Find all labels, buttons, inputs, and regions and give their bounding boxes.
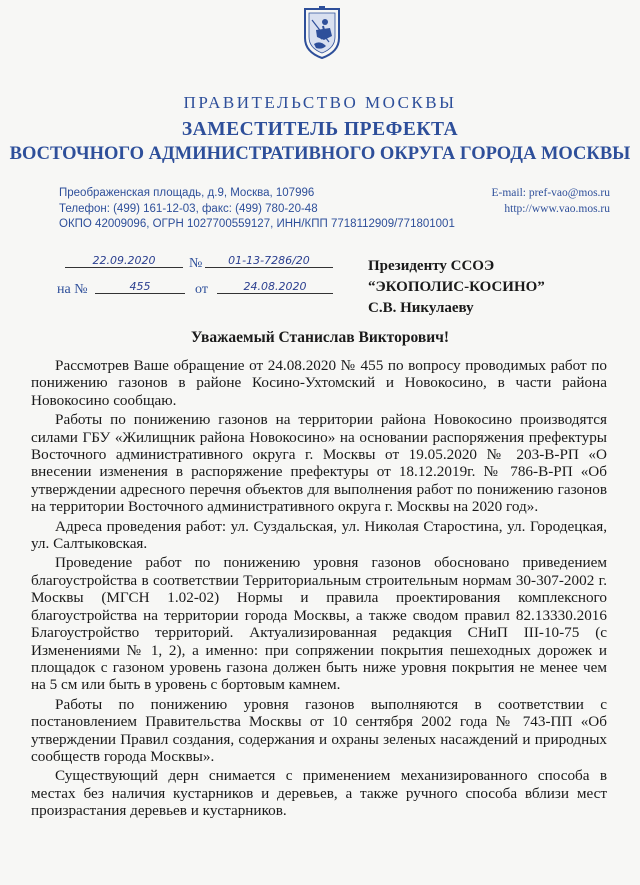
district-title: ВОСТОЧНОГО АДМИНИСТРАТИВНОГО ОКРУГА ГОРОДА МОСКВЫ — [9, 144, 631, 164]
paragraph: Адреса проведения работ: ул. Суздальская, ул. Николая Старостина, ул. Городецкая, ул. Салтыковская. — [31, 517, 607, 553]
position-title: ЗАМЕСТИТЕЛЬ ПРЕФЕКТА — [181, 119, 459, 140]
paragraph: Существующий дерн снимается с применением механизированного способа в местах без наличия кустарников и деревьев, а также ручного способа вблизи мест произрастания деревьев и кустарников. — [31, 767, 607, 820]
government-title: ПРАВИТЕЛЬСТВО МОСКВЫ — [183, 93, 457, 112]
registry-line: ОКПО 42009096, ОГРН 1027700559127, ИНН/КПП 7718112909/771801001 — [59, 218, 455, 230]
registration-block — [55, 254, 345, 306]
reference-date: 24.08.2020 — [217, 280, 333, 294]
paragraph: Работы по понижению уровня газонов выполняются в соответствии с постановлением Правительства Москвы от 10 сентября 2002 года № 743-ПП «Об утверждении Правил создания, содержания и охраны зеленых насаждений и природных сообществ города Москвы». — [31, 695, 607, 765]
outgoing-number: 01-13-7286/20 — [205, 254, 333, 268]
letter-body — [31, 357, 607, 822]
reference-label: на № — [57, 282, 88, 297]
addressee-organization: “ЭКОПОЛИС-КОСИНО” — [368, 279, 545, 295]
addressee-block — [368, 256, 628, 319]
reference-date-label: от — [195, 282, 208, 297]
reference-number: 455 — [95, 280, 185, 294]
addressee-name: С.В. Никулаеву — [368, 300, 474, 316]
reference-row — [55, 280, 345, 306]
phone-line: Телефон: (499) 161-12-03, факс: (499) 780-20-48 — [59, 202, 318, 215]
website-link[interactable]: http://www.vao.mos.ru — [504, 202, 610, 215]
paragraph: Проведение работ по понижению уровня газонов обосновано приведением благоустройства в соответствии Территориальным строительным нормам 30-307-2002 г. Москвы (МГСН 1.02-02) Нормы и правила проектирования комплексного благоустройства на территории города Москвы, а также сводом правил 82.13330.2016 Благоустройство территорий. Актуализированная редакция СНиП III-10-75 (с Изменениями № 1, 2), а именно: при сопряжении покрытия пешеходных дорожек и площадок с газоном уровень газона должен быть ниже уровня покрытия не менее чем на 5 см или быть в уровень с бортовым камнем. — [31, 554, 607, 694]
number-label: № — [189, 256, 203, 271]
contacts-right — [410, 186, 610, 217]
paragraph: Работы по понижению газонов на территории района Новокосино производятся силами ГБУ «Жилищник района Новокосино» на основании распоряжения префектуры Восточного административного округа г. Москвы от 19.05.2020 № 203-В-РП «О внесении изменения в распоряжение префектуры от 18.12.2019г. № 786-В-РП «Об утверждении адресного перечня объектов для выполнения работ по понижению газонов на территории Восточного административного округа г. Москвы на 2020 год». — [31, 411, 607, 516]
outgoing-date: 22.09.2020 — [65, 254, 183, 268]
outgoing-registration-row — [55, 254, 345, 280]
salutation: Уважаемый Станислав Викторович! — [190, 329, 450, 346]
email-line: E-mail: pref-vao@mos.ru — [491, 187, 610, 199]
addressee-title: Президенту ССОЭ — [368, 258, 495, 274]
moscow-coat-of-arms-icon — [302, 6, 342, 60]
paragraph: Рассмотрев Ваше обращение от 24.08.2020 № 455 по вопросу проводимых работ по понижению газонов в районе Косино-Ухтомский и Новокосино, в части района Новокосино сообщаю. — [31, 357, 607, 409]
address-line: Преображенская площадь, д.9, Москва, 107996 — [59, 187, 315, 199]
